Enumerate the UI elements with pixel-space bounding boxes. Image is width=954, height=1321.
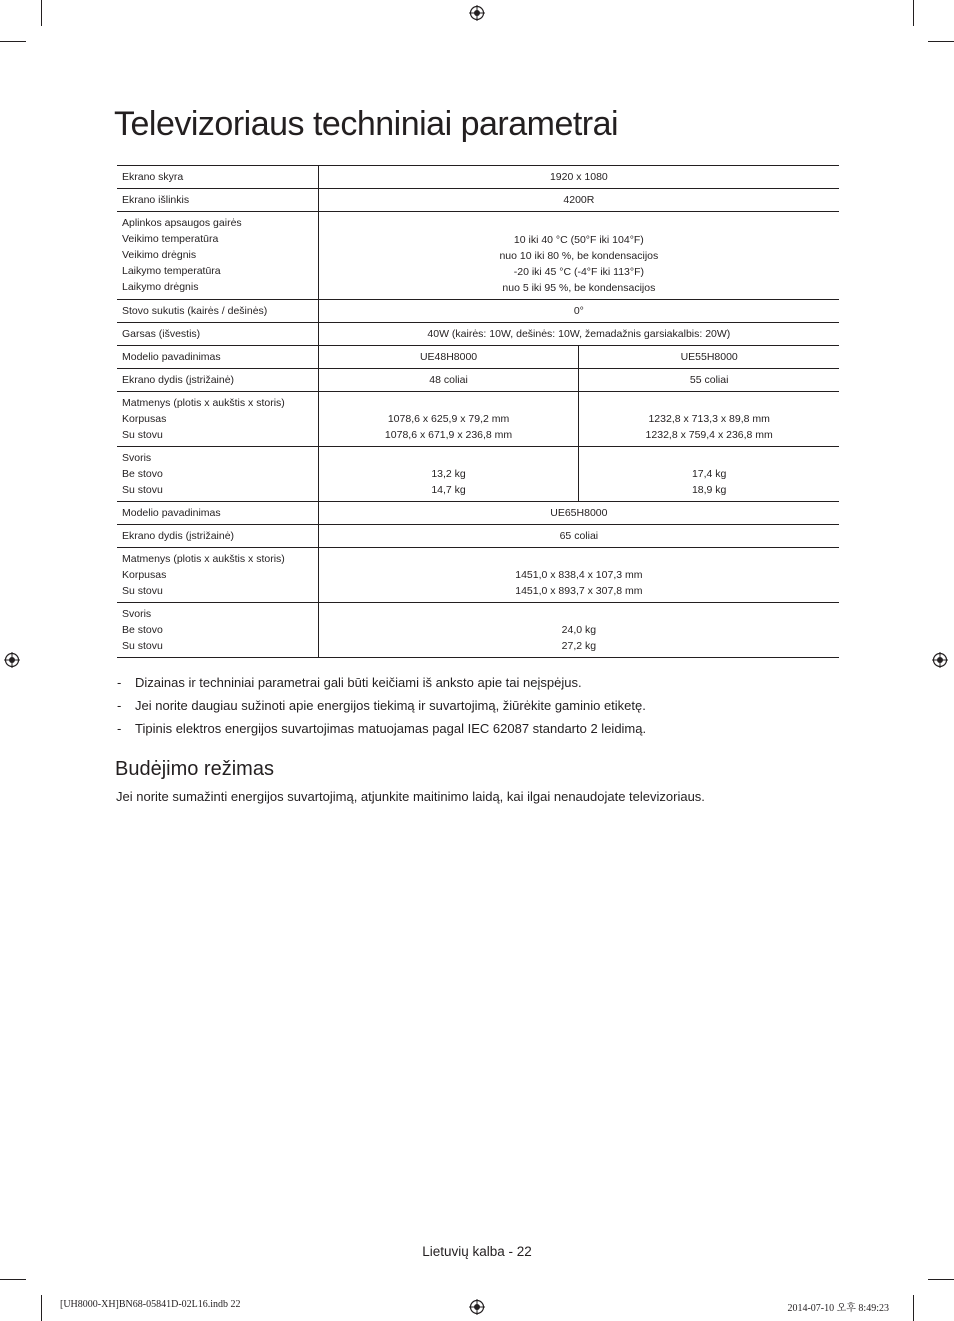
table-row: [117, 189, 839, 212]
spec-value: UE55H8000: [680, 351, 738, 363]
spec-label: Ekrano dydis (įstrižainė): [122, 374, 235, 386]
spec-value-cell: [318, 447, 579, 502]
spec-value-cell: [318, 603, 839, 658]
spec-value-cell: [318, 166, 839, 189]
spec-label: Veikimo drėgnis: [122, 249, 197, 261]
registration-mark-icon: [932, 652, 948, 668]
spec-label: Modelio pavadinimas: [122, 507, 221, 519]
spec-label: Stovo sukutis (kairės / dešinės): [122, 305, 268, 317]
spec-label: Ekrano išlinkis: [122, 194, 190, 206]
section-body-text: Jei norite sumažinti energijos suvartojimą, atjunkite maitinimo laidą, kai ilgai nenaudojate televizoriaus.: [116, 789, 705, 804]
spec-value: 48 coliai: [429, 374, 468, 386]
spec-label-cell: [117, 189, 318, 212]
crop-mark: [913, 1295, 914, 1321]
spec-label: Matmenys (plotis x aukštis x storis): [122, 397, 285, 409]
registration-mark-icon: [4, 652, 20, 668]
spec-value: 13,2 kg: [431, 468, 466, 480]
spec-label-cell: [117, 323, 318, 346]
spec-value-cell: [318, 189, 839, 212]
spec-value-cell: [318, 502, 839, 525]
registration-mark-icon: [469, 5, 485, 21]
spec-label-cell: [117, 346, 318, 369]
spec-value-cell: [318, 300, 839, 323]
spec-label-cell: [117, 447, 318, 502]
spec-value-cell: [579, 447, 839, 502]
spec-label: Modelio pavadinimas: [122, 351, 221, 363]
spec-value: -20 iki 45 °C (-4°F iki 113°F): [513, 266, 644, 278]
spec-label: Aplinkos apsaugos gairės: [122, 217, 242, 229]
table-row: [117, 212, 839, 300]
spec-value-cell: [318, 392, 579, 447]
specifications-table: [117, 165, 839, 658]
spec-label-cell: [117, 300, 318, 323]
spec-label: Ekrano dydis (įstrižainė): [122, 530, 235, 542]
spec-label: Ekrano skyra: [122, 171, 184, 183]
spec-label-cell: [117, 525, 318, 548]
page-number: Lietuvių kalba - 22: [422, 1244, 532, 1259]
crop-mark: [913, 0, 914, 26]
spec-value: nuo 5 iki 95 %, be kondensacijos: [502, 282, 656, 294]
page-title: Televizoriaus techniniai parametrai: [114, 105, 619, 143]
registration-mark-icon: [469, 1299, 485, 1315]
crop-mark: [41, 0, 42, 26]
spec-value: 1451,0 x 893,7 x 307,8 mm: [515, 585, 643, 597]
spec-value-cell: [318, 323, 839, 346]
spec-value: 65 coliai: [559, 530, 599, 542]
spec-label-cell: [117, 369, 318, 392]
table-row: [117, 346, 839, 369]
crop-mark: [928, 41, 954, 42]
spec-label: Matmenys (plotis x aukštis x storis): [122, 553, 285, 565]
spec-label: Su stovu: [122, 640, 163, 652]
spec-value-cell: [318, 548, 839, 603]
spec-value: 18,9 kg: [691, 484, 727, 496]
spec-label: Su stovu: [122, 429, 163, 441]
spec-value: 55 coliai: [689, 374, 729, 386]
spec-label: Korpusas: [122, 569, 167, 581]
crop-mark: [928, 1279, 954, 1280]
print-slug-file: [UH8000-XH]BN68-05841D-02L16.indb 22: [60, 1299, 241, 1310]
spec-label: Korpusas: [122, 413, 167, 425]
crop-mark: [0, 41, 26, 42]
spec-label-cell: [117, 548, 318, 603]
spec-value: 24,0 kg: [561, 624, 597, 636]
table-row: [117, 166, 839, 189]
spec-value-cell: [579, 392, 839, 447]
print-slug-date: 2014-07-10 오후 8:49:23: [787, 1303, 889, 1314]
spec-label: Be stovo: [122, 624, 163, 636]
spec-label: Su stovu: [122, 484, 163, 496]
list-item: [117, 673, 646, 696]
spec-value: 4200R: [563, 194, 595, 206]
spec-label: Garsas (išvestis): [122, 328, 201, 340]
spec-value-cell: [318, 525, 839, 548]
spec-label: Laikymo drėgnis: [122, 281, 199, 293]
table-row: [117, 525, 839, 548]
notes-list: [117, 673, 646, 742]
note-text: Jei norite daugiau sužinoti apie energijos tiekimą ir suvartojimą, žiūrėkite gaminio etiketę.: [135, 698, 646, 713]
crop-mark: [0, 1279, 26, 1280]
note-text: Tipinis elektros energijos suvartojimas matuojamas pagal IEC 62087 standarto 2 leidimą.: [135, 721, 647, 736]
spec-value: 1232,8 x 713,3 x 89,8 mm: [648, 413, 770, 425]
spec-value: 1920 x 1080: [549, 171, 608, 183]
spec-value: UE48H8000: [419, 351, 478, 363]
spec-value: 1078,6 x 625,9 x 79,2 mm: [387, 413, 510, 425]
table-row: [117, 323, 839, 346]
list-item: [117, 719, 646, 742]
table-row: [117, 603, 839, 658]
spec-value: 14,7 kg: [431, 484, 466, 496]
spec-value: 10 iki 40 °C (50°F iki 104°F): [513, 234, 644, 246]
spec-value: 1232,8 x 759,4 x 236,8 mm: [645, 429, 773, 441]
spec-label: Be stovo: [122, 468, 163, 480]
spec-value: 27,2 kg: [561, 640, 597, 652]
spec-label: Svoris: [122, 452, 152, 464]
section-heading: Budėjimo režimas: [115, 758, 274, 780]
spec-label-cell: [117, 502, 318, 525]
spec-label-cell: [117, 392, 318, 447]
spec-label-cell: [117, 603, 318, 658]
spec-value-cell: [318, 212, 839, 300]
bullet-dash: -: [117, 698, 122, 713]
spec-label: Svoris: [122, 608, 152, 620]
spec-value-cell: [318, 346, 579, 369]
table-row: [117, 369, 839, 392]
table-row: [117, 392, 839, 447]
bullet-dash: -: [117, 721, 122, 736]
spec-label: Laikymo temperatūra: [122, 265, 221, 277]
spec-value-cell: [579, 346, 839, 369]
spec-value: 1451,0 x 838,4 x 107,3 mm: [515, 569, 643, 581]
spec-label-cell: [117, 212, 318, 300]
spec-value: 17,4 kg: [691, 468, 727, 480]
list-item: [117, 696, 646, 719]
spec-label-cell: [117, 166, 318, 189]
spec-value: UE65H8000: [550, 507, 608, 519]
spec-value-cell: [579, 369, 839, 392]
spec-value-cell: [318, 369, 579, 392]
table-row: [117, 300, 839, 323]
spec-label: Veikimo temperatūra: [122, 233, 219, 245]
spec-value: 40W (kairės: 10W, dešinės: 10W, žemadažnis garsiakalbis: 20W): [427, 328, 731, 340]
table-row: [117, 447, 839, 502]
spec-value: 1078,6 x 671,9 x 236,8 mm: [384, 429, 513, 441]
table-row: [117, 502, 839, 525]
table-row: [117, 548, 839, 603]
crop-mark: [41, 1295, 42, 1321]
spec-value: nuo 10 iki 80 %, be kondensacijos: [499, 250, 659, 262]
note-text: Dizainas ir techniniai parametrai gali būti keičiami iš anksto apie tai neįspėjus.: [135, 675, 582, 690]
bullet-dash: -: [117, 675, 122, 690]
spec-value: 0°: [573, 305, 584, 317]
spec-label: Su stovu: [122, 585, 163, 597]
